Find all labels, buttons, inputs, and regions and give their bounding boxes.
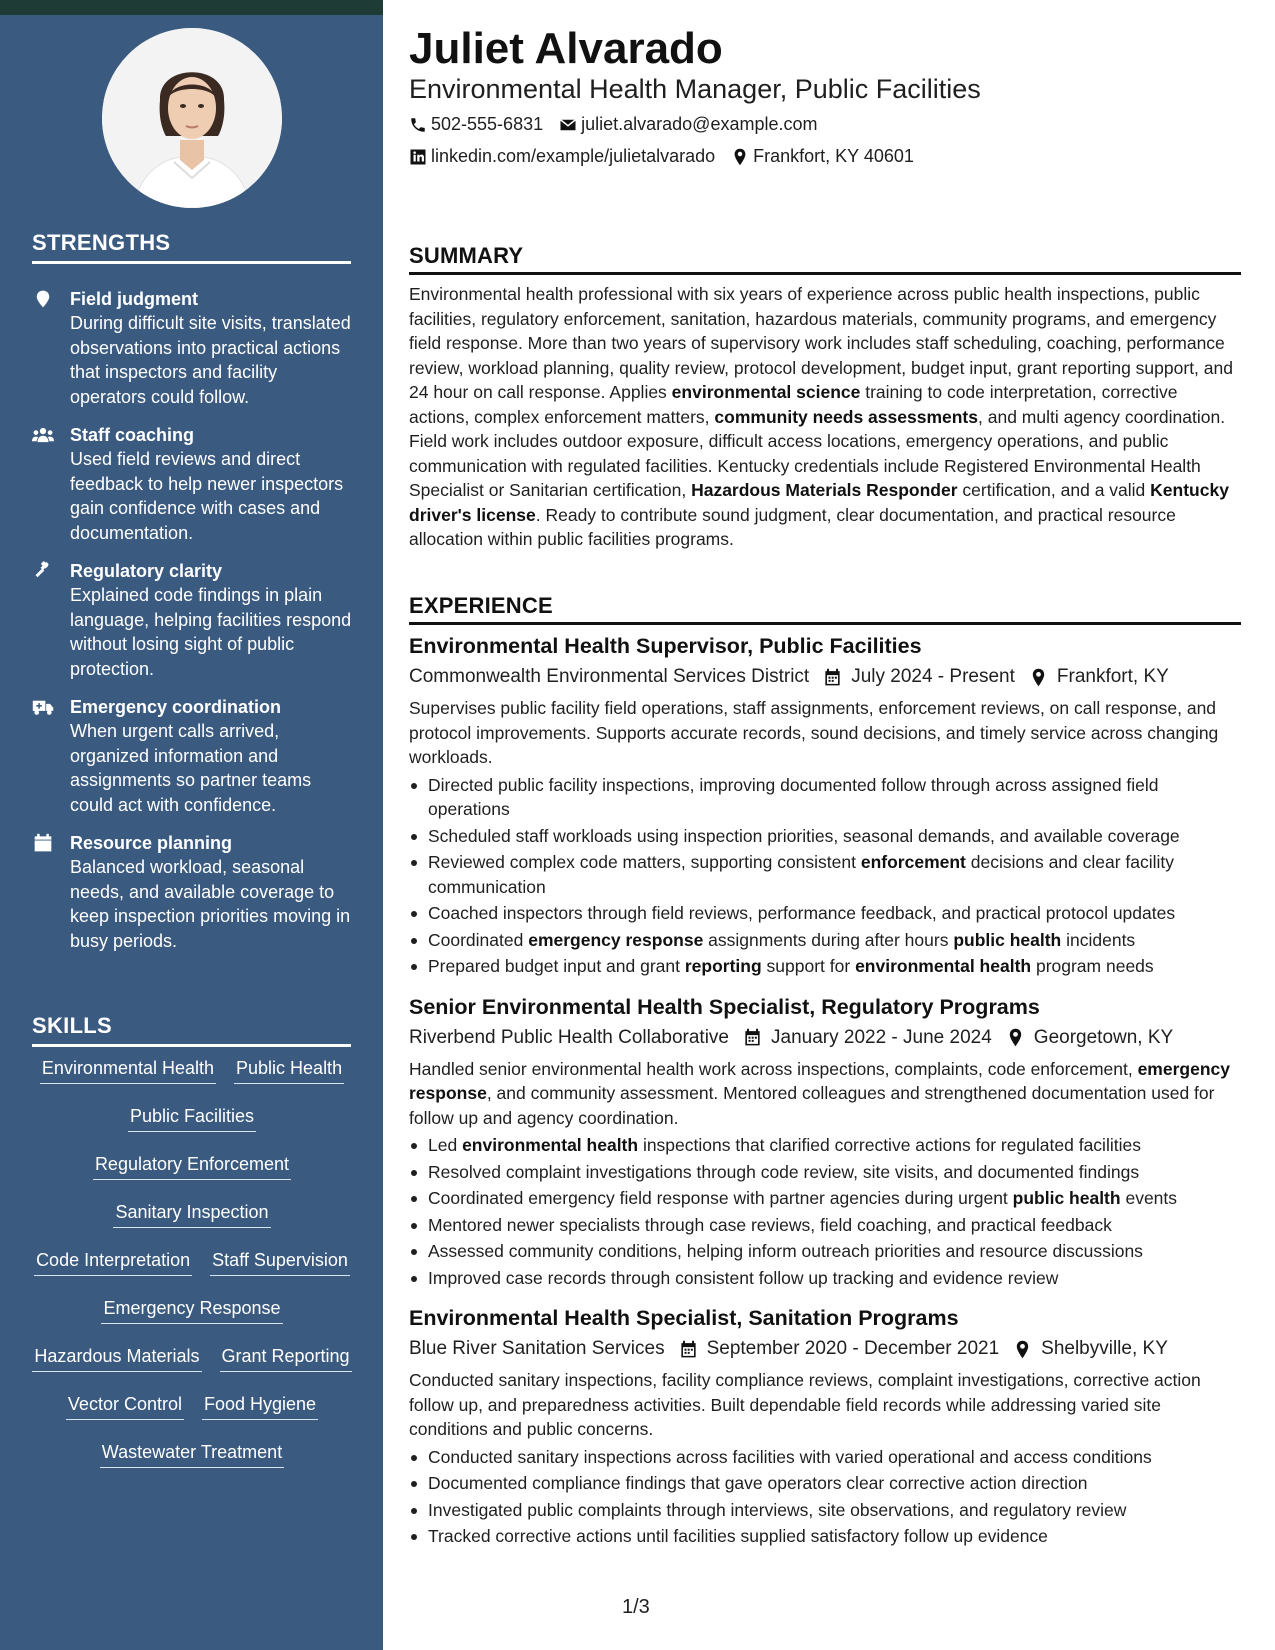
bullet-item (409, 954, 1241, 979)
bullet-item (409, 773, 1241, 822)
contact-phone[interactable] (409, 114, 543, 135)
text-run: support for (761, 956, 856, 976)
calendar-icon (823, 668, 842, 687)
text-run: Investigated public complaints through interviews, site observations, and regulatory review (428, 1499, 1127, 1520)
bullet-item (409, 1471, 1241, 1496)
pin-icon (32, 287, 70, 409)
location-pin-icon (731, 148, 749, 166)
text-run: decisions and clear facility communication (428, 852, 1175, 897)
bold-keyword: environmental science (671, 382, 861, 402)
skill-tag: Wastewater Treatment (100, 1440, 284, 1468)
bullet-item (409, 824, 1241, 849)
job-title: Environmental Health Specialist, Sanitation Programs (409, 1306, 959, 1330)
text-run: inspections that clarified corrective actions for regulated facilities (638, 1135, 1141, 1155)
job-company: Riverbend Public Health Collaborative (409, 1026, 730, 1048)
bullet-item (409, 1498, 1241, 1523)
text-run: certification, and a valid (957, 480, 1151, 500)
text-run: Documented compliance findings that gave operators clear corrective action direction (428, 1473, 1088, 1493)
job-meta (409, 1336, 1241, 1362)
calendar-icon (743, 1028, 762, 1047)
job-location: Shelbyville, KY (1013, 1336, 1168, 1362)
experience-heading: EXPERIENCE (409, 593, 1241, 625)
text-run: Scheduled staff workloads using inspection priorities, seasonal demands, and available coverage (428, 825, 1180, 846)
skill-tag: Environmental Health (40, 1056, 216, 1084)
sidebar-top-bar (0, 0, 383, 15)
calendar-icon (679, 1340, 698, 1359)
text-run: Conducted sanitary inspections, facility compliance reviews, complaint investigations, corrective action follow up, and preparedness activities. Built dependable field records while addressing varied site conditions and public concerns. (409, 1370, 1201, 1439)
job-location: Frankfort, KY (1029, 664, 1169, 690)
contact-row (409, 114, 834, 135)
strength-item (32, 831, 354, 953)
text-run: Prepared budget input and grant (428, 956, 685, 976)
location-text: Frankfort, KY 40601 (753, 146, 914, 166)
job-entry (409, 993, 1241, 1291)
bullet-item (409, 1186, 1241, 1211)
text-run: Improved case records through consistent follow up tracking and evidence review (428, 1267, 1059, 1288)
job-company: Blue River Sanitation Services (409, 1338, 665, 1359)
linkedin-text: linkedin.com/example/julietalvarado (431, 146, 716, 166)
strength-title: Field judgment (70, 289, 198, 309)
contact-email[interactable] (559, 114, 817, 135)
candidate-name: Juliet Alvarado (409, 24, 723, 73)
strengths-list (32, 287, 354, 967)
linkedin-icon (409, 148, 427, 166)
sidebar (0, 0, 383, 1650)
job-dates: July 2024 - Present (823, 664, 1015, 690)
text-run: , and multi agency coordination. Field work includes outdoor exposure, difficult access locations, emergency operations, and public communication with regulated facilities. Kentucky credentials include Registered Environmental Health Specialist or Sanitarian certification, (409, 406, 1226, 500)
contact-linkedin[interactable] (409, 146, 715, 167)
bullet-item (409, 1445, 1241, 1470)
skill-tag: Emergency Response (101, 1296, 282, 1324)
bullet-item (409, 928, 1241, 953)
text-run: Conducted sanitary inspections across facilities with varied operational and access conditions (428, 1446, 1152, 1467)
skill-tag: Sanitary Inspection (113, 1200, 270, 1228)
users-icon (32, 423, 70, 545)
strength-title: Emergency coordination (70, 697, 282, 717)
bullet-item (409, 1524, 1241, 1549)
candidate-title: Environmental Health Manager, Public Facilities (409, 74, 981, 104)
job-dates: September 2020 - December 2021 (679, 1336, 1000, 1362)
strength-item (32, 695, 354, 817)
strength-description: Explained code findings in plain language, helping facilities respond without losing sight of public protection. (70, 585, 352, 679)
skill-tag: Vector Control (66, 1392, 184, 1420)
text-run: assignments during after hours (703, 929, 954, 950)
location-pin-icon (1006, 1028, 1025, 1047)
text-run: Directed public facility inspections, improving documented follow through across assigned field operations (428, 774, 1159, 819)
job-bullets (409, 1445, 1241, 1549)
text-run: Mentored newer specialists through case reviews, field coaching, and practical feedback (428, 1214, 1112, 1235)
gavel-icon (32, 559, 70, 681)
text-run: Environmental health professional with six years of experience across public health inspections, public facilities, regulatory enforcement, sanitation, hazardous materials, community programs, and emergency field response. More than two years of supervisory work includes staff scheduling, coaching, performance review, workload planning, quality review, protocol development, budget input, grant reporting support, and 24 hour on call response. Applies (409, 284, 1233, 402)
skill-tag: Grant Reporting (220, 1344, 352, 1372)
bold-keyword: public health (953, 929, 1062, 950)
skills-heading: SKILLS (32, 1013, 351, 1047)
strengths-heading: STRENGTHS (32, 230, 351, 264)
skill-tag: Food Hygiene (202, 1392, 318, 1420)
text-run: Coordinated emergency field response with partner agencies during urgent (428, 1188, 1013, 1208)
summary-text (409, 282, 1241, 552)
job-entry (409, 1304, 1241, 1549)
calendar-icon (32, 831, 70, 953)
text-run: events (1120, 1188, 1178, 1208)
bullet-item (409, 1239, 1241, 1264)
strength-description: Balanced workload, seasonal needs, and available coverage to keep inspection priorities moving in busy periods. (70, 857, 351, 951)
bullet-item (409, 1213, 1241, 1238)
job-entry (409, 632, 1241, 979)
bullet-item (409, 901, 1241, 926)
location-pin-icon (1013, 1340, 1032, 1359)
strength-description: During difficult site visits, translated observations into practical actions that inspectors and facility operators could follow. (70, 313, 351, 407)
skill-tag: Code Interpretation (34, 1248, 192, 1276)
location-pin-icon (1029, 668, 1048, 687)
strength-item (32, 559, 354, 681)
bold-keyword: community needs assessments (714, 406, 978, 427)
contact-location (731, 146, 914, 167)
text-run: Handled senior environmental health work across inspections, complaints, code enforcement, (409, 1058, 1138, 1079)
page-number: 1/3 (622, 1596, 650, 1618)
job-company: Commonwealth Environmental Services District (409, 666, 810, 687)
job-meta (409, 1025, 1241, 1051)
envelope-icon (559, 116, 577, 134)
skill-tag: Regulatory Enforcement (93, 1152, 291, 1180)
skill-tag: Hazardous Materials (32, 1344, 201, 1372)
text-run: Tracked corrective actions until facilities supplied satisfactory follow up evidence (428, 1526, 1048, 1546)
phone-icon (409, 116, 427, 134)
strength-title: Resource planning (70, 833, 233, 853)
skill-tag: Staff Supervision (210, 1248, 350, 1276)
bold-keyword: environmental health (462, 1135, 639, 1155)
text-run: Coordinated (428, 929, 529, 950)
ambulance-icon (32, 695, 70, 817)
text-run: Led (428, 1135, 463, 1155)
phone-text: 502-555-6831 (431, 114, 544, 134)
text-run: , and community assessment. Mentored colleagues and strengthened documentation used for follow up and agency coordination. (409, 1083, 1215, 1128)
job-description (409, 1057, 1241, 1131)
contact-row (409, 146, 930, 167)
strength-item (32, 287, 354, 409)
job-bullets (409, 1133, 1241, 1290)
bold-keyword: Hazardous Materials Responder (691, 480, 958, 500)
text-run: training to code interpretation, corrective actions, complex enforcement matters, (409, 382, 1178, 427)
strength-title: Staff coaching (70, 425, 195, 445)
strength-item (32, 423, 354, 545)
text-run: Resolved complaint investigations through code review, site visits, and documented findings (428, 1161, 1140, 1182)
job-title: Senior Environmental Health Specialist, Regulatory Programs (409, 994, 1040, 1019)
summary-heading: SUMMARY (409, 243, 1241, 275)
job-description (409, 1368, 1241, 1442)
bullet-item (409, 1133, 1241, 1158)
job-description (409, 696, 1241, 770)
strength-title: Regulatory clarity (70, 561, 223, 581)
text-run: program needs (1031, 956, 1154, 976)
strength-description: Used field reviews and direct feedback to help newer inspectors gain confidence with cases and documentation. (70, 449, 344, 543)
bold-keyword: environmental health (855, 956, 1032, 976)
text-run: incidents (1061, 929, 1136, 950)
text-run: . Ready to contribute sound judgment, clear documentation, and practical resource allocation within public facilities programs. (409, 504, 1176, 549)
profile-photo (102, 28, 282, 208)
strength-description: When urgent calls arrived, organized information and assignments so partner teams could act with confidence. (70, 721, 312, 815)
job-title: Environmental Health Supervisor, Public Facilities (409, 634, 922, 658)
skills-list (22, 1056, 362, 1488)
job-location: Georgetown, KY (1006, 1025, 1173, 1051)
experience-list (409, 632, 1241, 1563)
email-text: juliet.alvarado@example.com (581, 114, 818, 134)
job-meta (409, 664, 1241, 690)
skill-tag: Public Facilities (128, 1104, 256, 1132)
text-run: Supervises public facility field operations, staff assignments, enforcement reviews, on call response, and protocol improvements. Supports accurate records, sound decisions, and timely service across changing workloads. (409, 698, 1219, 767)
skill-tag: Public Health (234, 1056, 344, 1084)
job-bullets (409, 773, 1241, 979)
bold-keyword: emergency response (528, 929, 704, 950)
text-run: Assessed community conditions, helping inform outreach priorities and resource discussions (428, 1241, 1143, 1261)
bold-keyword: public health (1012, 1188, 1121, 1208)
text-run: Coached inspectors through field reviews, performance feedback, and practical protocol updates (428, 903, 1176, 923)
job-dates: January 2022 - June 2024 (743, 1025, 992, 1051)
bullet-item (409, 1160, 1241, 1185)
bold-keyword: reporting (684, 956, 762, 976)
bullet-item (409, 850, 1241, 899)
bold-keyword: enforcement (860, 852, 966, 872)
bold-keyword: emergency response (409, 1058, 1230, 1103)
text-run: Reviewed complex code matters, supporting consistent (428, 852, 861, 872)
bullet-item (409, 1266, 1241, 1291)
bold-keyword: Kentucky driver's license (409, 480, 1229, 525)
